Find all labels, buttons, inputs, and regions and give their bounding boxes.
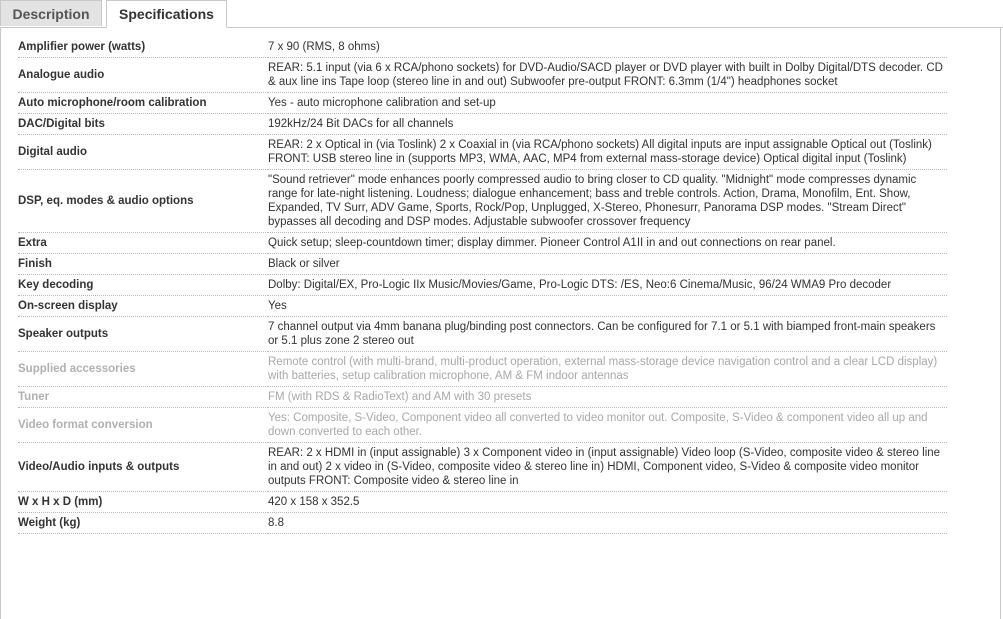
spec-value: Yes [268,296,947,317]
spec-label: Speaker outputs [18,317,268,352]
spec-value: 8.8 [268,513,947,534]
spec-label: Video format conversion [18,408,268,443]
spec-value: REAR: 2 x Optical in (via Toslink) 2 x Coaxial in (via RCA/phono sockets) All digital inputs are input assignable Optical out (Toslink) FRONT: USB stereo line in (supports MP3, WMA, AAC, MP4 from external mass-storage device) Optical digital input (Toslink) [268,135,947,170]
spec-row [18,233,947,254]
spec-row [18,352,947,387]
tab-bar [0,0,1003,28]
spec-label: DAC/Digital bits [18,114,268,135]
spec-label: On-screen display [18,296,268,317]
tab-description[interactable]: Description [0,0,102,26]
spec-value: 192kHz/24 Bit DACs for all channels [268,114,947,135]
spec-row [18,170,947,233]
spec-value: FM (with RDS & RadioText) and AM with 30 presets [268,387,947,408]
spec-row [18,296,947,317]
spec-label: Supplied accessories [18,352,268,387]
specifications-panel [0,27,1001,619]
spec-value: 7 channel output via 4mm banana plug/binding post connectors. Can be configured for 7.1 or 5.1 with biamped front-main speakers or 5.1 plus zone 2 stereo out [268,317,947,352]
spec-label: Tuner [18,387,268,408]
specifications-table [18,37,947,534]
spec-row [18,114,947,135]
spec-value: "Sound retriever" mode enhances poorly compressed audio to bring closer to CD quality. "Midnight" mode compresses dynamic range for late-night listening. Loudness; dialogue enhancement; bass and treble controls. Action, Drama, Monofilm, Ent. Show, Expanded, TV Surr, ADV Game, Sports, Rock/Pop, Unplugged, X-Stereo, Phonesurr, Panorama DSP modes. "Stream Direct" bypasses all decoding and DSP modes. Adjustable subwoofer crossover frequency [268,170,947,233]
spec-label: Finish [18,254,268,275]
spec-value: Yes: Composite, S-Video, Component video all converted to video monitor out. Composite, S-Video & component video all up and down converted to each other. [268,408,947,443]
spec-value: 7 x 90 (RMS, 8 ohms) [268,37,947,58]
spec-row [18,492,947,513]
spec-label: Extra [18,233,268,254]
spec-value: Quick setup; sleep-countdown timer; display dimmer. Pioneer Control A1II in and out connections on rear panel. [268,233,947,254]
spec-label: Digital audio [18,135,268,170]
spec-value: Remote control (with multi-brand, multi-product operation, external mass-storage device navigation control and a clear LCD display) with batteries, setup calibration microphone, AM & FM indoor antennas [268,352,947,387]
spec-row [18,443,947,492]
spec-label: Video/Audio inputs & outputs [18,443,268,492]
spec-row [18,93,947,114]
spec-row [18,513,947,534]
spec-value: Dolby: Digital/EX, Pro-Logic IIx Music/Movies/Game, Pro-Logic DTS: /ES, Neo:6 Cinema/Music, 96/24 WMA9 Pro decoder [268,275,947,296]
spec-row [18,135,947,170]
spec-label: Weight (kg) [18,513,268,534]
spec-row [18,387,947,408]
spec-row [18,254,947,275]
spec-row [18,58,947,93]
tab-specifications[interactable]: Specifications [106,0,227,28]
spec-row [18,317,947,352]
spec-value: Yes - auto microphone calibration and set-up [268,93,947,114]
spec-row [18,37,947,58]
spec-label: DSP, eq. modes & audio options [18,170,268,233]
spec-label: Auto microphone/room calibration [18,93,268,114]
spec-label: W x H x D (mm) [18,492,268,513]
spec-value: REAR: 2 x HDMI in (input assignable) 3 x Component video in (input assignable) Video loop (S-Video, composite video & stereo line in and out) 2 x video in (S-Video, composite video & stereo line in) HDMI, Component video, S-Video & composite video monitor outputs FRONT: Composite video & stereo line in [268,443,947,492]
spec-label: Analogue audio [18,58,268,93]
spec-label: Amplifier power (watts) [18,37,268,58]
spec-label: Key decoding [18,275,268,296]
spec-row [18,275,947,296]
spec-value: Black or silver [268,254,947,275]
spec-value: REAR: 5.1 input (via 6 x RCA/phono sockets) for DVD-Audio/SACD player or DVD player with built in Dolby Digital/DTS decoder. CD & aux line ins Tape loop (stereo line in and out) Subwoofer pre-output FRONT: 6.3mm (1/4") headphones socket [268,58,947,93]
spec-row [18,408,947,443]
spec-value: 420 x 158 x 352.5 [268,492,947,513]
